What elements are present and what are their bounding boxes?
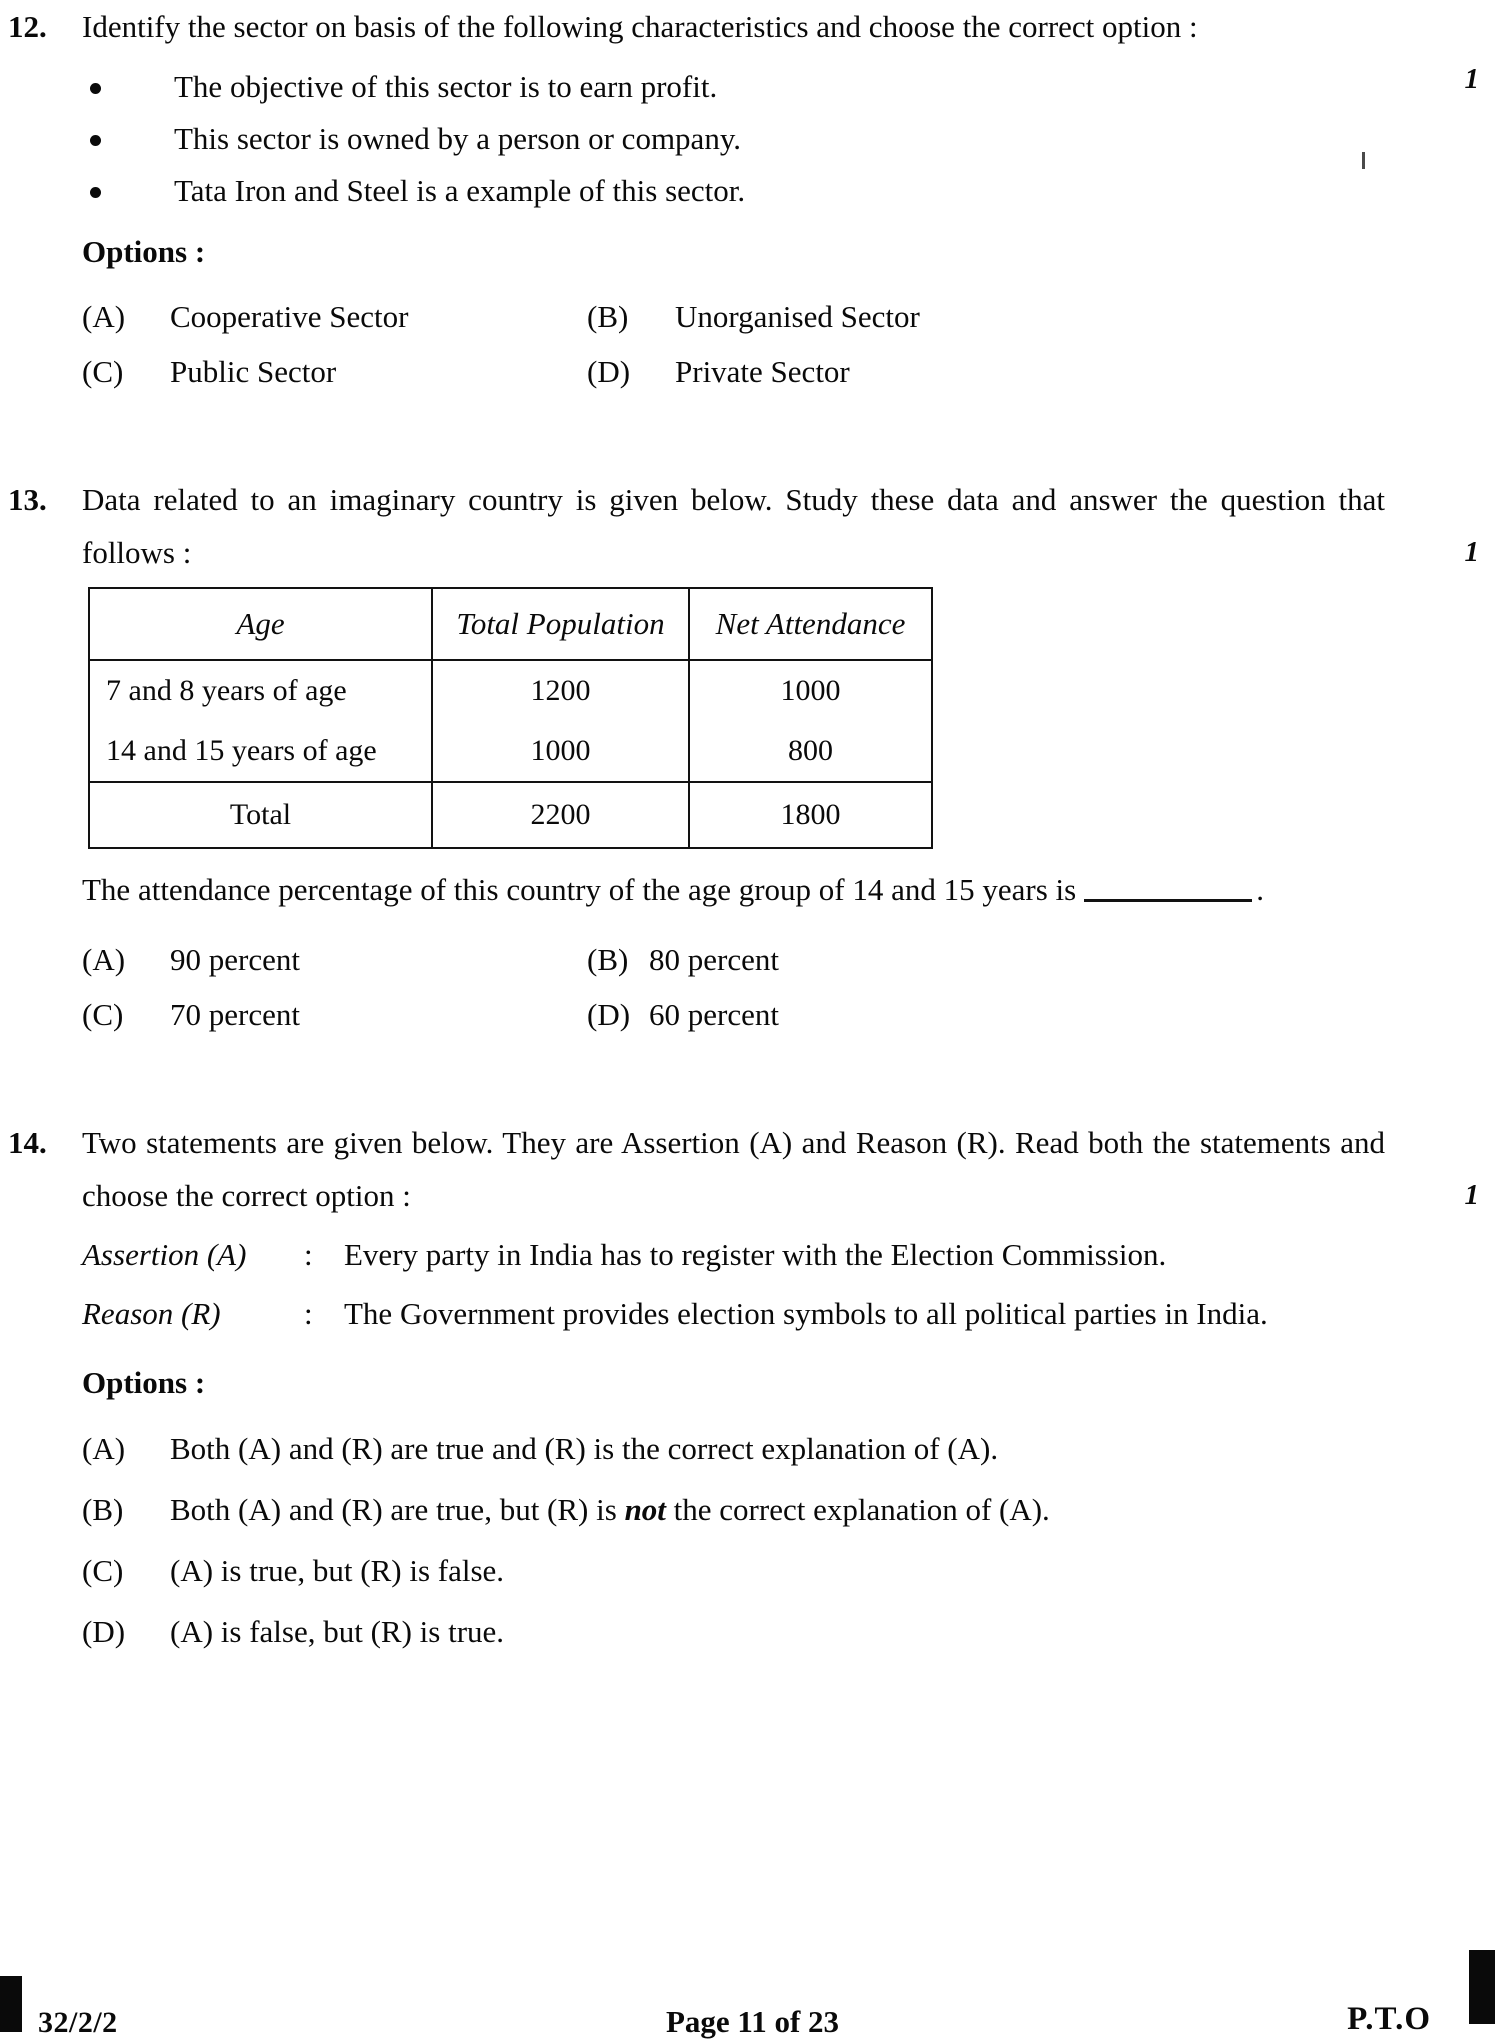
question-12-options-label: Options : [82,234,206,269]
fill-blank-period: . [1256,872,1264,907]
column-header-age: Age [89,588,432,660]
list-item [82,113,1385,165]
question-13-marks: 1 [1464,536,1479,568]
option-13-a[interactable] [82,932,587,987]
question-12-options [82,289,1385,399]
question-13-stem: Data related to an imaginary country is given below. Study these data and answer the question that follows : [82,482,1385,570]
option-12-c[interactable] [82,344,587,399]
option-label: (D) [587,354,631,389]
question-12-marks: 1 [1464,63,1479,95]
question-13 [0,473,1505,1042]
list-item [82,165,1385,217]
cell-age: 14 and 15 years of age [89,721,432,782]
section-spacer [0,399,1505,473]
option-12-a[interactable] [82,289,587,344]
assertion-row [82,1228,1385,1281]
question-12-body [82,0,1505,399]
page-number: Page 11 of 23 [665,2004,840,2039]
fill-blank-prompt: The attendance percentage of this country of the age group of 14 and 15 years is [82,872,1077,907]
option-emphasis: not [624,1492,666,1527]
option-label: (C) [82,997,124,1032]
bullet-text: The objective of this sector is to earn profit. [174,69,718,104]
cell-net-attendance: 1000 [689,660,932,721]
answer-blank[interactable] [1084,899,1252,902]
cell-total-population: 2200 [432,782,689,848]
option-text: Both (A) and (R) are true, but (R) is not the correct explanation of (A). [170,1492,1050,1527]
option-text: Both (A) and (R) are true and (R) is the correct explanation of (A). [170,1431,999,1466]
reason-row [82,1287,1385,1340]
bullet-text: This sector is owned by a person or company. [174,121,742,156]
paper-code: 32/2/2 [38,2006,118,2039]
option-14-b[interactable] [82,1479,1385,1540]
option-text: Unorganised Sector [675,299,920,334]
question-14-marks: 1 [1464,1179,1479,1211]
question-14-options-label: Options : [82,1365,206,1400]
question-13-fill-blank [82,863,1385,916]
cell-total-label: Total [89,782,432,848]
option-label: (B) [587,299,629,334]
cell-net-attendance: 1800 [689,782,932,848]
option-label: (C) [82,354,124,389]
option-label: (A) [82,1431,126,1466]
reason-text: The Government provides election symbols to all political parties in India. [344,1296,1268,1331]
question-14 [0,1116,1505,1662]
table-header-row [89,588,932,660]
bullet-dot-icon [90,83,101,94]
option-label: (B) [587,942,629,977]
cell-net-attendance: 800 [689,721,932,782]
option-text: Public Sector [170,354,337,389]
option-13-b[interactable] [587,932,1385,987]
option-label: (B) [82,1492,124,1527]
page-footer [0,1978,1505,2039]
question-12-number: 12. [8,9,47,44]
question-14-stem: Two statements are given below. They are Assertion (A) and Reason (R). Read both the statements and choose the correct option : [82,1125,1385,1213]
question-12 [0,0,1505,399]
table-row [89,721,932,782]
option-label: (D) [587,997,631,1032]
column-header-total-population: Total Population [432,588,689,660]
bullet-dot-icon [90,135,101,146]
table-row [89,660,932,721]
option-text: 60 percent [649,997,779,1032]
question-12-bullet-list [82,61,1385,217]
option-text: (A) is false, but (R) is true. [170,1614,505,1649]
option-label: (A) [82,942,126,977]
option-text: Private Sector [675,354,850,389]
assertion-label: Assertion (A) [82,1237,247,1272]
option-14-c[interactable] [82,1540,1385,1601]
question-13-number: 13. [8,482,47,517]
option-14-d[interactable] [82,1601,1385,1662]
assertion-colon: : [304,1237,313,1272]
cell-age: 7 and 8 years of age [89,660,432,721]
question-14-number: 14. [8,1125,47,1160]
assertion-text: Every party in India has to register with the Election Commission. [344,1237,1167,1272]
question-13-options [82,932,1385,1042]
pto-label: P.T.O [1347,2001,1431,2037]
option-12-b[interactable] [587,289,1385,344]
option-text: 80 percent [649,942,779,977]
bullet-text: Tata Iron and Steel is a example of this sector. [174,173,746,208]
reason-colon: : [304,1296,313,1331]
question-14-body [82,1116,1505,1662]
section-spacer [0,1042,1505,1116]
option-label: (D) [82,1614,126,1649]
question-13-body [82,473,1505,1042]
reason-label: Reason (R) [82,1296,221,1331]
option-12-d[interactable] [587,344,1385,399]
option-text: (A) is true, but (R) is false. [170,1553,505,1588]
question-12-stem: Identify the sector on basis of the following characteristics and choose the correct option : [82,9,1198,44]
bullet-dot-icon [90,187,101,198]
footer-bar-right [1469,1950,1495,2024]
option-label: (C) [82,1553,124,1588]
population-attendance-table [88,587,933,849]
option-label: (A) [82,299,126,334]
option-13-d[interactable] [587,987,1385,1042]
option-text: Cooperative Sector [170,299,409,334]
cell-total-population: 1200 [432,660,689,721]
cell-total-population: 1000 [432,721,689,782]
list-item [82,61,1385,113]
question-14-options [82,1418,1385,1662]
option-text: 70 percent [170,997,300,1032]
option-text: 90 percent [170,942,300,977]
table-total-row [89,782,932,848]
scan-artifact-mark [1362,152,1365,169]
option-13-c[interactable] [82,987,587,1042]
column-header-net-attendance: Net Attendance [689,588,932,660]
option-14-a[interactable] [82,1418,1385,1479]
